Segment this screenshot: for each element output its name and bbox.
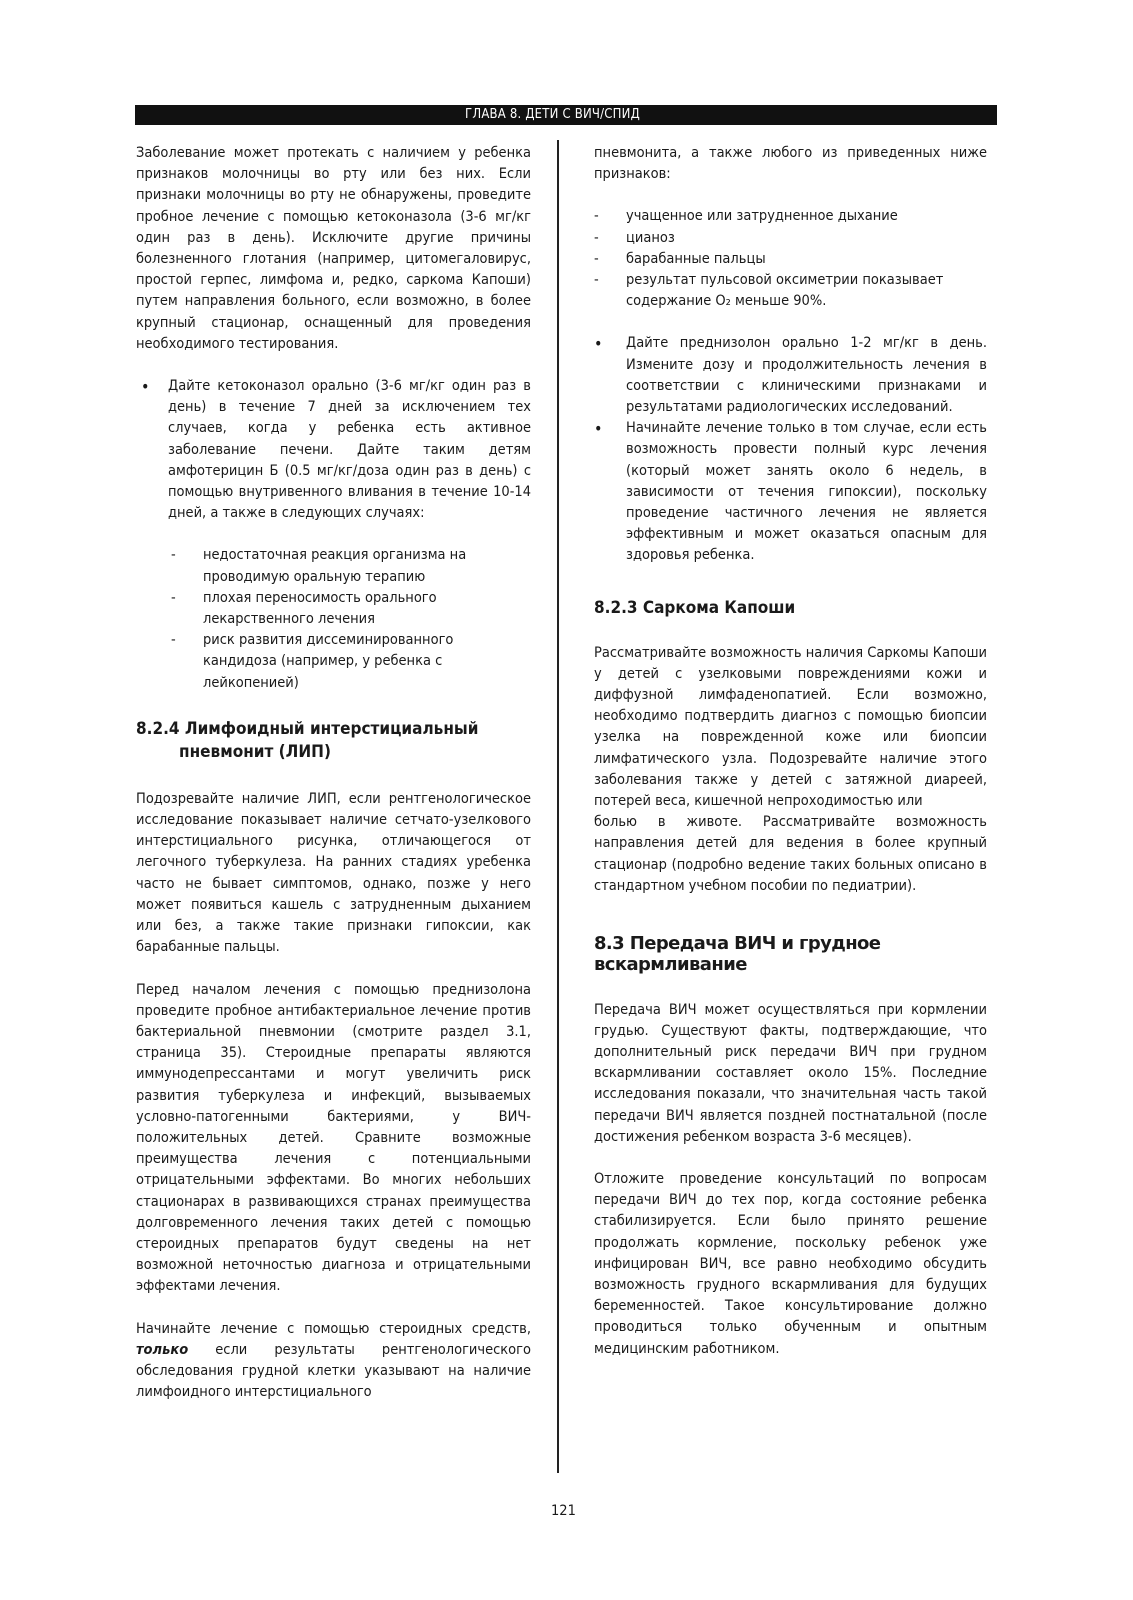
dash-item — [136, 630, 531, 694]
paragraph-lip-treatment: Перед началом лечения с помощью преднизолона проведите пробное антибактериальное лечение против бактериальной пневмонии (смотрите раздел 3.1, страница 35). Стероидные препараты являются иммунодепрессантами и могут увеличить риск развития туберкулеза и инфекций, вызываемых условно-патогенными бактериями, у ВИЧ-положительных детей. Сравните возможные преимущества лечения с потенциальными отрицательными эффектами. Во многих небольших стационарах в развивающихся странах преимущества долговременного лечения таких детей с помощью стероидных препаратов будут сведены на нет возможной неточностью диагноза и отрицательными эффектами лечения. — [136, 981, 531, 1295]
dash-item — [594, 228, 987, 249]
dash-text: плохая переносимость орального лекарственного лечения — [203, 589, 437, 628]
paragraph-transmission: Передача ВИЧ может осуществляться при кормлении грудью. Существуют факты, подтверждающие, что дополнительный риск передачи ВИЧ при грудном вскармливании составляет около 15%. Последние исследования показали, что значительная часть такой передачи ВИЧ является поздней постнатальной (после достижения ребенком возраста 3-6 месяцев). — [594, 1001, 987, 1145]
bullet-text: Дайте преднизолон орально 1-2 мг/кг в день. Измените дозу и продолжительность лечения в соответствии с клиническими признаками и результатами радиологических исследований. — [626, 335, 987, 416]
dash-text: результат пульсовой оксиметрии показывает содержание O₂ меньше 90%. — [626, 272, 944, 310]
bullet-full-course — [594, 418, 987, 566]
left-column — [136, 143, 531, 1403]
dash-text: риск развития диссеминированного кандидоза (например, у ребенка с лейкопенией) — [203, 632, 454, 691]
dash-item — [594, 206, 987, 227]
dash-text: недостаточная реакция организма на проводимую оральную терапию — [203, 547, 467, 585]
dash-marker: - — [594, 250, 599, 267]
bullet-text: Дайте кетоконазол орально (3-6 мг/кг один раз в день) в течение 7 дней за исключением тех случаев, когда у ребенка есть активное заболевание печени. Дайте таким детям амфотерицин Б (0.5 мг/кг/доза один раз в день) с помощью внутривенного вливания в течение 10-14 дней, а также в следующих случаях: — [168, 378, 531, 522]
right-column — [594, 143, 987, 1360]
paragraph-lip-suspect: Подозревайте наличие ЛИП, если рентгенологическое исследование показывает наличие сетчато-узелкового интерстициального рисунка, отличающегося от легочного туберкулеза. На ранних стадиях уребенка часто не бывает симптомов, однако, позже у него может появиться кашель с затрудненным дыханием или без, а также такие признаки гипоксии, как барабанные пальцы. — [136, 790, 531, 956]
dash-marker: - — [171, 547, 176, 564]
section-heading-83: 8.3 Передача ВИЧ и грудное вскармливание — [594, 933, 881, 976]
paragraph-continuation: пневмонита, а также любого из приведенных ниже признаков: — [594, 145, 987, 183]
heading-line-1: 8.2.4 Лимфоидный интерстициальный — [136, 718, 479, 739]
bullet-ketoconazole — [136, 376, 531, 524]
paragraph-lip-steroids — [136, 1319, 531, 1404]
dash-item — [594, 270, 987, 312]
section-heading-823: 8.2.3 Саркома Капоши — [594, 597, 796, 618]
bullet-marker: • — [594, 334, 603, 354]
heading-line-2: пневмонит (ЛИП) — [179, 741, 331, 762]
dash-item — [136, 545, 531, 587]
emphasis-only: только — [136, 1341, 189, 1358]
paragraph-kaposi-b: болью в животе. Рассматривайте возможность направления детей для ведения в более крупный стационар (подробно ведение таких больных описано в стандартном учебном пособии по педиатрии). — [594, 814, 987, 894]
bullet-marker: • — [594, 419, 603, 439]
dash-text: барабанные пальцы — [626, 250, 766, 267]
bullet-prednisolone — [594, 333, 987, 418]
dash-marker: - — [594, 229, 599, 246]
bullet-text: Начинайте лечение только в том случае, если есть возможность провести полный курс лечения (который может занять около 6 недель, в зависимости от течения гипоксии), поскольку проведение частичного лечения не является эффективным и может оказаться опасным для здоровья ребенка. — [626, 420, 987, 564]
dash-marker: - — [594, 208, 599, 225]
bullet-marker: • — [141, 377, 150, 397]
page-number: 121 — [551, 1503, 576, 1519]
dash-marker: - — [171, 632, 176, 649]
text-end: если результаты рентгенологического обследования грудной клетки указывают на наличие лимфоидного интерстициального — [136, 1341, 531, 1401]
text-start: Начинайте лечение с помощью стероидных средств, — [136, 1320, 531, 1337]
chapter-header-bar — [135, 105, 997, 125]
dash-text: учащенное или затрудненное дыхание — [626, 208, 898, 225]
dash-marker: - — [171, 589, 176, 606]
dash-item — [136, 588, 531, 630]
paragraph-thrush-intro: Заболевание может протекать с наличием у ребенка признаков молочницы во рту или без них. Если признаки молочницы во рту не обнаружены, проведите пробное лечение с помощью кетоконазола (3-6 мг/кг один раз в день). Исключите другие причины болезненного глотания (например, цитомегаловирус, простой герпес, лимфома и, редко, саркома Капоши) путем направления больного, если возможно, в более крупный стационар, оснащенный для проведения необходимого тестирования. — [136, 145, 531, 352]
dash-text: цианоз — [626, 229, 675, 246]
chapter-title: ГЛАВА 8. ДЕТИ С ВИЧ/СПИД — [465, 107, 640, 122]
dash-marker: - — [594, 272, 599, 289]
paragraph-counselling: Отложите проведение консультаций по вопросам передачи ВИЧ до тех пор, когда состояние ребенка стабилизируется. Если было принято решение продолжать кормление, поскольку ребенок уже инфицирован ВИЧ, все равно необходимо обсудить возможность грудного вскармливания для будущих беременностей. Такое консультирование должно проводиться только обученным и опытным медицинским работником. — [594, 1170, 987, 1357]
paragraph-kaposi-a: Рассматривайте возможность наличия Саркомы Капоши у детей с узелковыми повреждениями кожи и диффузной лимфаденопатией. Если возможно, необходимо подтвердить диагноз с помощью биопсии узелка на поврежденной коже или биопсии лимфатического узла. Подозревайте наличие этого заболевания также у детей с затяжной диареей, потерей веса, кишечной непроходимостью или — [594, 644, 987, 810]
dash-item — [594, 249, 987, 270]
section-heading-824 — [136, 718, 531, 764]
column-divider — [557, 140, 559, 1473]
